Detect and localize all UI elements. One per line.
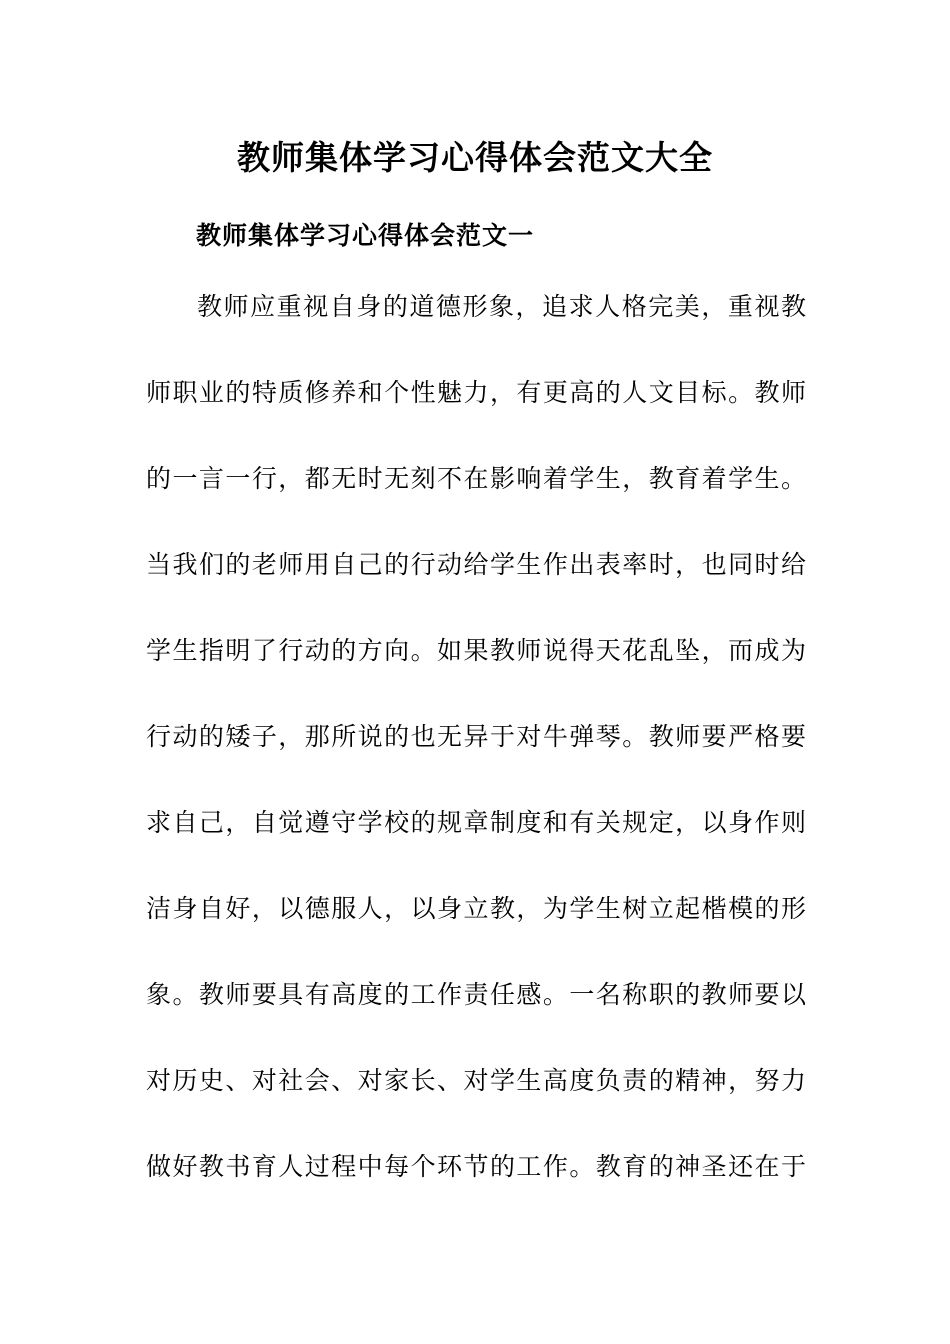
paragraph-line: 对历史、对社会、对家长、对学生高度负责的精神，努力 [146,1066,806,1095]
section-heading: 教师集体学习心得体会范文一 [196,221,535,250]
paragraph-line: 行动的矮子，那所说的也无异于对牛弹琴。教师要严格要 [146,722,806,751]
paragraph-line: 当我们的老师用自己的行动给学生作出表率时，也同时给 [146,550,806,579]
paragraph-line: 的一言一行，都无时无刻不在影响着学生，教育着学生。 [146,464,806,493]
paragraph-line: 教师应重视自身的道德形象，追求人格完美，重视教 [197,292,806,321]
paragraph-line: 师职业的特质修养和个性魅力，有更高的人文目标。教师 [146,378,806,407]
paragraph-line: 求自己，自觉遵守学校的规章制度和有关规定，以身作则 [146,808,806,837]
document-title: 教师集体学习心得体会范文大全 [237,138,713,177]
paragraph-line: 做好教书育人过程中每个环节的工作。教育的神圣还在于 [146,1152,806,1181]
paragraph-line: 象。教师要具有高度的工作责任感。一名称职的教师要以 [146,980,806,1009]
paragraph-line: 洁身自好，以德服人，以身立教，为学生树立起楷模的形 [146,894,806,923]
paragraph-line: 学生指明了行动的方向。如果教师说得天花乱坠，而成为 [146,636,806,665]
